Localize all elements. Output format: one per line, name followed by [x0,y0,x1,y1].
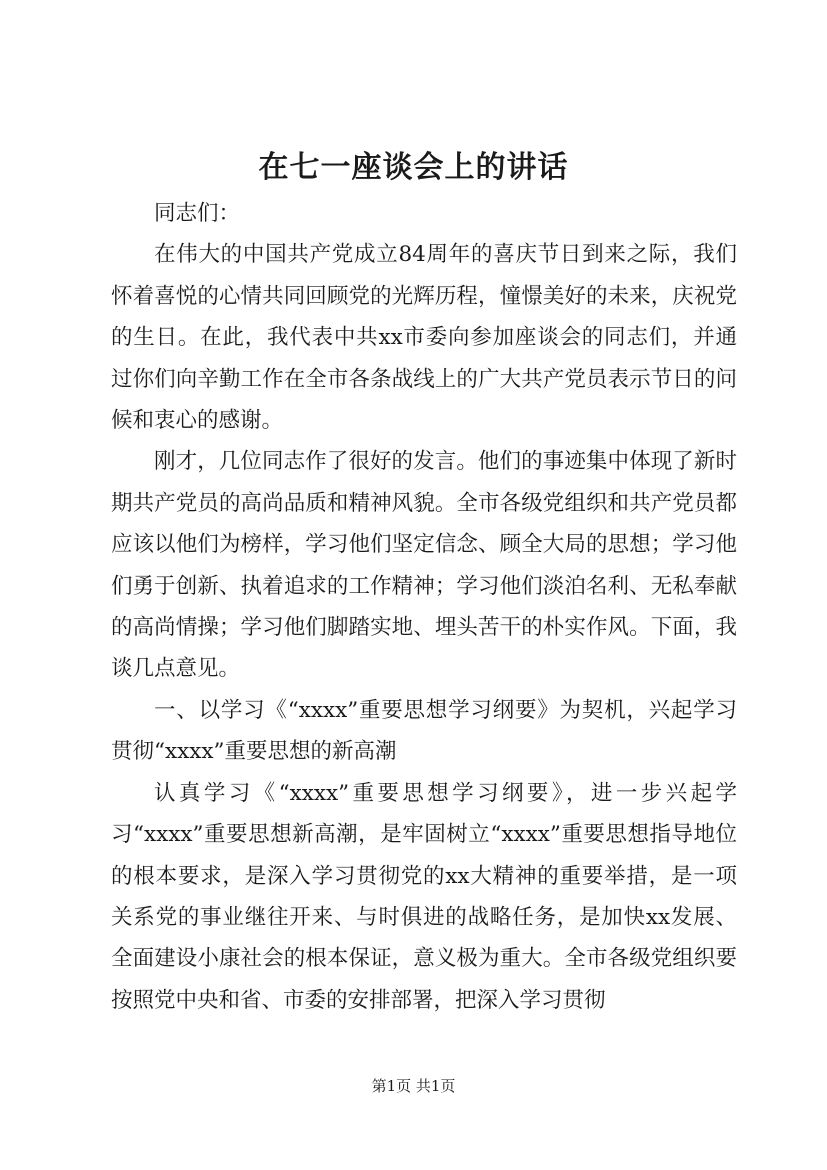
document-title: 在七一座谈会上的讲话 [258,150,569,185]
page-footer: 第1页 共1页 [371,1077,456,1095]
paragraph-speeches: 刚才，几位同志作了很好的发言。他们的事迹集中体现了新时期共产党员的高尚品质和精神风貌。全市各级党组织和共产党员都应该以他们为榜样，学习他们坚定信念、顾全大局的思想；学习他们勇于创新、执着追求的工作精神；学习他们淡泊名利、无私奉献的高尚情操；学习他们脚踏实地、埋头苦干的朴实作风。下面，我谈几点意见。 [111,449,737,682]
document-body [111,193,737,1021]
section-heading-1: 一、以学习《“xxxx”重要思想学习纲要》为契机，兴起学习贯彻“xxxx”重要思想的新高潮 [111,697,737,765]
salutation: 同志们： [154,201,241,226]
paragraph-intro: 在伟大的中国共产党成立84周年的喜庆节日到来之际，我们怀着喜悦的心情共同回顾党的光辉历程，憧憬美好的未来，庆祝党的生日。在此，我代表中共xx市委向参加座谈会的同志们，并通过你们向辛勤工作在全市各条战线上的广大共产党员表示节日的问候和衷心的感谢。 [111,242,737,434]
paragraph-study: 认真学习《“xxxx”重要思想学习纲要》，进一步兴起学习“xxxx”重要思想新高潮，是牢固树立“xxxx”重要思想指导地位的根本要求，是深入学习贯彻党的xx大精神的重要举措，是一项关系党的事业继往开来、与时俱进的战略任务，是加快xx发展、全面建设小康社会的根本保证，意义极为重大。全市各级党组织要按照党中央和省、市委的安排部署，把深入学习贯彻 [111,780,737,1013]
